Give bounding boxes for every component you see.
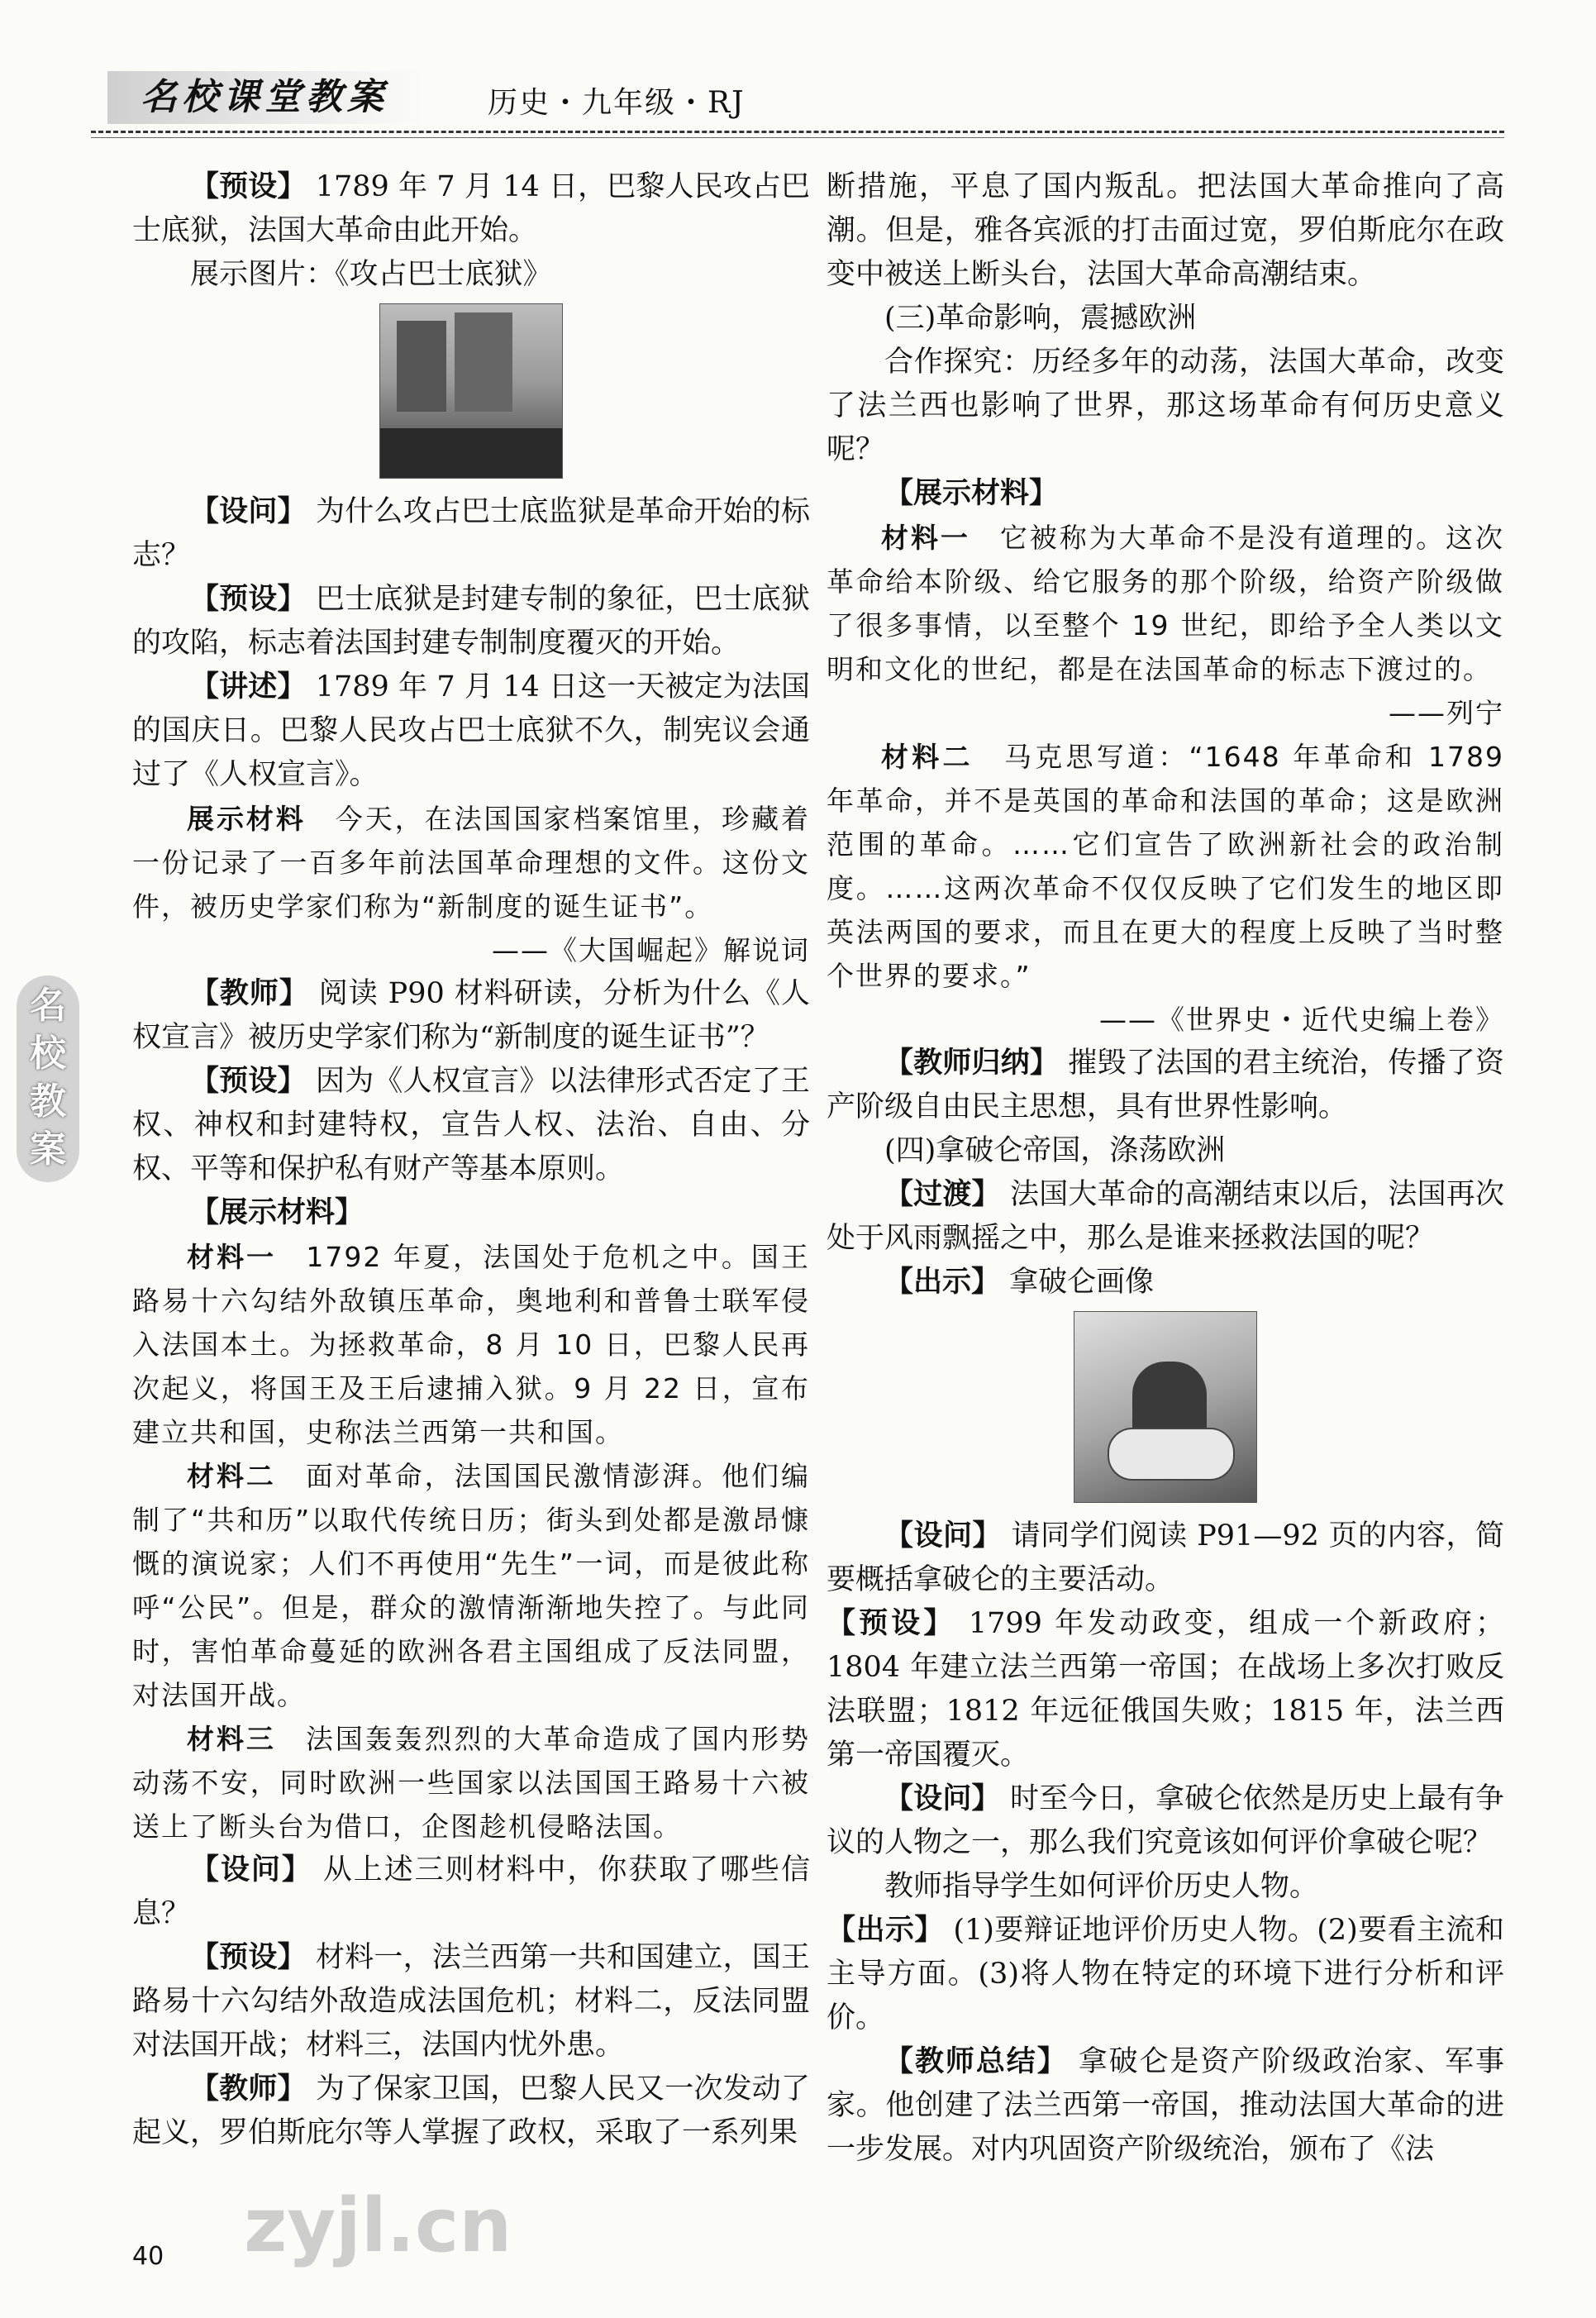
label-tag: 【讲述】 (190, 670, 307, 704)
paragraph-text: 时至今日，拿破仑依然是历史上最有争议的人物之一，那么我们究竟该如何评价拿破仑呢？ (827, 1782, 1504, 1859)
side-tab-label (17, 975, 79, 1182)
label-tag: 【设问】 (190, 1853, 312, 1886)
label-tag: 材料二 (187, 1460, 276, 1492)
paragraph (132, 578, 810, 665)
paragraph-text: 阅读 P90 材料研读，分析为什么《人权宣言》被历史学家们称为“新制度的诞生证书”？ (132, 977, 810, 1054)
paragraph-text: 1789 年 7 月 14 日这一天被定为法国的国庆日。巴黎人民攻占巴士底狱不久，制宪议会通过了《人权宣言》。 (132, 670, 810, 791)
label-tag: 【教师】 (190, 2072, 307, 2106)
page-number: 40 (132, 2242, 164, 2271)
paragraph (132, 972, 810, 1060)
tower-shape (455, 312, 512, 412)
paragraph: 断措施，平息了国内叛乱。把法国大革命推向了高潮。但是，雅各宾派的打击面过宽，罗伯斯庇尔在政变中被送上断头台，法国大革命高潮结束。 (827, 170, 1504, 291)
paragraph (827, 1173, 1504, 1261)
label-tag: 展示材料 (187, 803, 306, 835)
paragraph (132, 1235, 810, 1454)
paragraph (132, 490, 810, 578)
paragraph (132, 1848, 810, 1936)
paragraph (827, 1261, 1504, 1304)
header-divider (91, 131, 1504, 133)
source-citation: ——《世界史・近代史编上卷》 (1099, 1004, 1504, 1036)
label-tag: 【预设】 (827, 1607, 956, 1640)
paragraph-text: 为什么攻占巴士底监狱是革命开始的标志？ (132, 495, 810, 572)
paragraph (827, 1514, 1504, 1602)
paragraph (827, 1042, 1504, 1129)
paragraph: 合作探究：历经多年的动荡，法国大革命，改变了法兰西也影响了世界，那这场革命有何历史意义呢？ (827, 346, 1504, 466)
paragraph-text: 今天，在法国国家档案馆里，珍藏着一份记录了一百多年前法国革命理想的文件。这份文件，被历史学家们称为“新制度的诞生证书”。 (132, 803, 811, 923)
paragraph-text: 材料一，法兰西第一共和国建立，国王路易十六勾结外敌造成法国危机；材料二，反法同盟对法国开战；材料三，法国内忧外患。 (132, 1941, 810, 2062)
label-tag: 材料一 (187, 1241, 277, 1273)
label-tag: 材料一 (881, 522, 970, 554)
label-tag: 【预设】 (190, 170, 307, 203)
source-citation: ——列宁 (1389, 697, 1504, 729)
page-header (91, 68, 1504, 134)
paragraph (132, 2068, 810, 2155)
paragraph-text: 面对革命，法国国民激情澎湃。他们编制了“共和历”以取代传统日历；街头到处都是激昂慷慨的演说家；人们不再使用“先生”一词，而是彼此称呼“公民”。但是，群众的激情渐渐地失控了。与此同时，害怕革命蔓延的欧洲各君主国组成了反法同盟，对法国开战。 (132, 1460, 811, 1711)
paragraph-text: 拿破仑画像 (1009, 1266, 1155, 1299)
paragraph (827, 1777, 1504, 1865)
label-tag: 【设问】 (884, 1782, 1001, 1815)
paragraph-text: 1799 年发动政变，组成一个新政府；1804 年建立法兰西第一帝国；在战场上多次打败反法联盟；1812 年远征俄国失败；1815 年，法兰西第一帝国覆灭。 (827, 1607, 1504, 1772)
side-tab-char: 校 (30, 1033, 66, 1075)
label-tag: 【设问】 (190, 495, 307, 528)
label-tag: 【出示】 (827, 1914, 944, 1947)
header-divider-thin (91, 137, 1504, 138)
paragraph-text: 法国轰轰烈烈的大革命造成了国内形势动荡不安，同时欧洲一些国家以法国国王路易十六被送上了断头台为借口，企图趁机侵略法国。 (132, 1723, 811, 1843)
section-heading: (三)革命影响，震撼欧洲 (884, 302, 1197, 335)
paragraph (132, 1717, 810, 1848)
paragraph-text: 为了保家卫国，巴黎人民又一次发动了起义，罗伯斯庇尔等人掌握了政权，采取了一系列果 (132, 2072, 810, 2149)
watermark: zyjl.cn (244, 2182, 512, 2269)
paragraph (827, 1602, 1504, 1777)
right-column (827, 165, 1504, 2172)
paragraph (827, 2040, 1504, 2172)
paragraph-text: 它被称为大革命不是没有道理的。这次革命给本阶级、给它服务的那个阶级，给资产阶级做了很多事情，以至整个 19 世纪，即给予全人类以文明和文化的世纪，都是在法国革命的标志下渡过的。 (827, 522, 1505, 685)
paragraph (827, 472, 1504, 516)
horse-shape (1108, 1428, 1235, 1481)
label-tag: 【展示材料】 (884, 477, 1059, 510)
label-tag: 【预设】 (190, 583, 307, 616)
label-tag: 【教师总结】 (884, 2045, 1068, 2078)
paragraph (827, 1909, 1504, 2040)
paragraph-text: 1789 年 7 月 14 日，巴黎人民攻占巴士底狱，法国大革命由此开始。 (132, 170, 810, 247)
section-heading: (四)拿破仑帝国，涤荡欧洲 (884, 1134, 1226, 1167)
label-tag: 【预设】 (190, 1065, 307, 1098)
paragraph (827, 516, 1504, 691)
label-tag: 【教师归纳】 (884, 1047, 1060, 1080)
paragraph-text: 巴士底狱是封建专制的象征，巴士底狱的攻陷，标志着法国封建专制制度覆灭的开始。 (132, 583, 810, 660)
label-tag: 【预设】 (190, 1941, 307, 1974)
label-tag: 【过渡】 (884, 1178, 1001, 1211)
paragraph-text: 法国大革命的高潮结束以后，法国再次处于风雨飘摇之中，那么是谁来拯救法国的呢？ (827, 1178, 1504, 1255)
source-citation: ——《大国崛起》解说词 (492, 934, 810, 966)
paragraph: 展示图片：《攻占巴士底狱》 (190, 258, 552, 291)
label-tag: 【设问】 (884, 1519, 1002, 1552)
subject-label: 历史・九年级・RJ (488, 86, 746, 120)
paragraph (132, 1936, 810, 2068)
paragraph (132, 1060, 810, 1191)
label-tag: 【展示材料】 (190, 1196, 364, 1229)
paragraph-text: 拿破仑是资产阶级政治家、军事家。他创建了法兰西第一帝国，推动法国大革命的进一步发展。对内巩固资产阶级统治，颁布了《法 (827, 2045, 1504, 2166)
brand-title: 名校课堂教案 (107, 71, 422, 124)
side-tab-char: 名 (30, 985, 66, 1027)
label-tag: 材料二 (881, 741, 974, 773)
paragraph-text: 请同学们阅读 P91—92 页的内容，简要概括拿破仑的主要活动。 (827, 1519, 1504, 1596)
tower-shape (397, 321, 446, 412)
paragraph-text: (1)要辩证地评价历史人物。(2)要看主流和主导方面。(3)将人物在特定的环境下进行分析和评价。 (827, 1914, 1504, 2034)
label-tag: 材料三 (187, 1723, 276, 1755)
paragraph (132, 797, 810, 928)
napoleon-portrait-image (1074, 1311, 1257, 1503)
label-tag: 【出示】 (884, 1266, 1001, 1299)
paragraph-text: 1792 年夏，法国处于危机之中。国王路易十六勾结外敌镇压革命，奥地利和普鲁士联军侵入法国本土。为拯救革命，8 月 10 日，巴黎人民再次起义，将国王及王后逮捕入狱。9 月 22 日，宣布建立共和国，史称法兰西第一共和国。 (132, 1241, 811, 1448)
side-tab-char: 案 (30, 1128, 66, 1171)
paragraph-text: 从上述三则材料中，你获取了哪些信息？ (132, 1853, 810, 1930)
left-column (132, 165, 810, 2155)
paragraph (132, 665, 810, 797)
paragraph-text: 马克思写道：“1648 年革命和 1789 年革命，并不是英国的革命和法国的革命；这是欧洲范围的革命。……它们宣告了欧洲新社会的政治制度。……这两次革命不仅仅反映了它们发生的地区即英法两国的要求，而且在更大的程度上反映了当时整个世界的要求。” (827, 741, 1505, 992)
paragraph (132, 1191, 810, 1235)
label-tag: 【教师】 (190, 977, 309, 1010)
paragraph-text: 摧毁了法国的君主统治，传播了资产阶级自由民主思想，具有世界性影响。 (827, 1047, 1504, 1123)
paragraph (132, 165, 810, 253)
bastille-image (379, 303, 563, 479)
paragraph (132, 1454, 810, 1717)
side-tab-char: 教 (30, 1080, 66, 1123)
crowd-shape (380, 428, 562, 478)
paragraph: 教师指导学生如何评价历史人物。 (884, 1870, 1319, 1903)
paragraph (827, 735, 1504, 998)
paragraph-text: 因为《人权宣言》以法律形式否定了王权、神权和封建特权，宣告人权、法治、自由、分权、平等和保护私有财产等基本原则。 (132, 1065, 810, 1185)
